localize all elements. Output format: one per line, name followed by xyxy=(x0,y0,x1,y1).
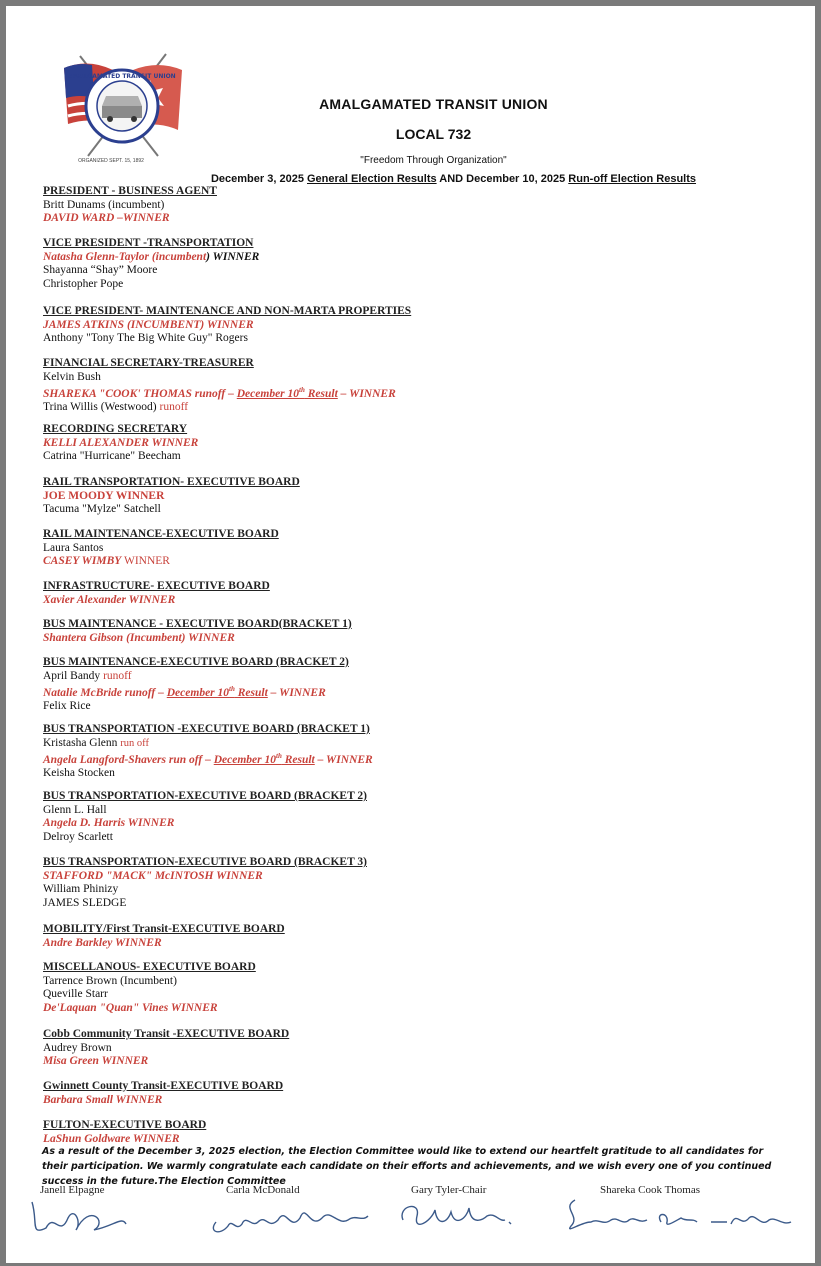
runoff-note: runoff xyxy=(103,669,132,682)
section-vp-transportation xyxy=(43,237,259,291)
section-rail-maintenance xyxy=(43,528,279,569)
winner-mark: ) WINNER xyxy=(206,250,260,263)
winner: STAFFORD "MACK" McINTOSH WINNER xyxy=(43,869,263,882)
winner: Andre Barkley WINNER xyxy=(43,936,162,949)
candidate: Tacuma "Mylze" Satchell xyxy=(43,503,161,515)
winner-mark: – WINNER xyxy=(267,686,326,699)
section-bus-maintenance-2 xyxy=(43,656,349,714)
candidate: Christopher Pope xyxy=(43,277,124,290)
signer-name: Carla McDonald xyxy=(226,1184,300,1196)
winner-name: SHAREKA "COOK' THOMAS runoff – xyxy=(43,387,237,400)
winner: JAMES ATKINS (INCUMBENT) WINNER xyxy=(43,318,254,331)
section-gwinnett xyxy=(43,1080,283,1107)
runoff-note: run off xyxy=(120,737,149,749)
runoff-result-date xyxy=(167,687,268,699)
committee-statement: As a result of the December 3, 2025 election, the Election Committee would like to extend our heartfelt gratitude to all candidates for their participation. We warmly congratulate each candidate on their efforts and achievements, and we wish every one of you continued success in the future.The Election Committee xyxy=(42,1146,772,1187)
section-title: PRESIDENT - BUSINESS AGENT xyxy=(43,185,217,197)
section-vp-maintenance xyxy=(43,305,411,346)
candidate xyxy=(43,401,396,415)
winner: KELLI ALEXANDER WINNER xyxy=(43,436,199,449)
signature-carla-mcdonald xyxy=(206,1192,376,1242)
dates-part-1: December 3, 2025 xyxy=(210,173,307,185)
signature-janell-elpagne xyxy=(24,1192,134,1242)
section-rail-transportation xyxy=(43,476,300,517)
signer-name: Shareka Cook Thomas xyxy=(600,1184,701,1196)
section-title: MOBILITY/First Transit-EXECUTIVE BOARD xyxy=(43,923,285,935)
candidate: Glenn L. Hall xyxy=(43,803,107,816)
result-word: Result xyxy=(304,387,338,400)
dates-part-4: Run-off Election Results xyxy=(568,173,697,185)
signer-name: Janell Elpagne xyxy=(40,1184,105,1196)
candidate xyxy=(43,670,349,684)
runoff-date: December 10 xyxy=(166,686,230,699)
section-infrastructure xyxy=(43,580,270,607)
candidate: William Phinizy xyxy=(43,883,119,895)
section-title: RECORDING SECRETARY xyxy=(43,423,188,435)
section-president xyxy=(43,185,217,226)
logo-ring-text: AMALGAMATED TRANSIT UNION xyxy=(68,73,176,80)
signature-shareka-cook-thomas xyxy=(551,1192,801,1242)
signer-name: Gary Tyler-Chair xyxy=(411,1184,487,1196)
winner-name: Natalie McBride runoff – xyxy=(43,686,167,699)
section-title: Gwinnett County Transit-EXECUTIVE BOARD xyxy=(43,1080,284,1092)
runoff-date: December 10 xyxy=(236,387,300,400)
runoff-note: runoff xyxy=(159,401,189,414)
section-title: BUS TRANSPORTATION -EXECUTIVE BOARD (BRACKET 1) xyxy=(43,723,370,735)
winner-mark: – WINNER xyxy=(337,387,396,400)
section-recording-secretary xyxy=(43,423,198,464)
signature-gary-tyler xyxy=(391,1192,531,1242)
candidate: Anthony "Tony The Big White Guy" Rogers xyxy=(43,332,248,344)
section-mobility xyxy=(43,923,285,950)
candidate: Britt Dunams (incumbent) xyxy=(43,198,165,211)
candidate: Delroy Scarlett xyxy=(43,830,113,843)
winner xyxy=(43,251,259,265)
winner xyxy=(43,555,279,569)
election-dates-heading xyxy=(6,173,815,185)
section-bus-transportation-2 xyxy=(43,790,367,844)
winner: JOE MOODY WINNER xyxy=(43,489,165,502)
section-title: Cobb Community Transit -EXECUTIVE BOARD xyxy=(43,1028,290,1040)
section-title: BUS TRANSPORTATION-EXECUTIVE BOARD (BRACKET 2) xyxy=(43,790,367,802)
winner: Barbara Small WINNER xyxy=(43,1093,163,1106)
winner xyxy=(43,683,349,700)
section-title: MISCELLANOUS- EXECUTIVE BOARD xyxy=(43,961,256,973)
winner: Angela D. Harris WINNER xyxy=(43,817,175,829)
org-title: AMALGAMATED TRANSIT UNION xyxy=(319,96,548,112)
winner: LaShun Goldware WINNER xyxy=(43,1132,180,1145)
candidate-name: April Bandy xyxy=(43,669,104,682)
logo-caption: ORGANIZED SEPT. 15, 1892 xyxy=(78,158,144,164)
section-title: RAIL TRANSPORTATION- EXECUTIVE BOARD xyxy=(43,476,300,488)
section-title: INFRASTRUCTURE- EXECUTIVE BOARD xyxy=(43,580,270,592)
candidate: Keisha Stocken xyxy=(43,767,115,780)
motto: "Freedom Through Organization" xyxy=(360,155,507,166)
dates-part-3: AND December 10, 2025 xyxy=(436,173,569,185)
dates-part-2: General Election Results xyxy=(307,173,437,185)
section-financial-secretary xyxy=(43,357,396,415)
winner xyxy=(43,384,396,401)
section-title: VICE PRESIDENT- MAINTENANCE AND NON-MARTA PROPERTIES xyxy=(43,305,412,317)
section-title: FULTON-EXECUTIVE BOARD xyxy=(43,1119,207,1131)
winner-name: Angela Langford-Shavers run off – xyxy=(43,753,214,766)
winner-mark: – WINNER xyxy=(314,753,373,766)
section-miscellaneous xyxy=(43,961,256,1015)
section-title: VICE PRESIDENT -TRANSPORTATION xyxy=(43,237,254,249)
candidate-name: Trina Willis (Westwood) xyxy=(43,401,160,414)
date-suffix: th xyxy=(299,386,305,394)
results-document xyxy=(6,6,815,1263)
section-title: BUS TRANSPORTATION-EXECUTIVE BOARD (BRACKET 3) xyxy=(43,856,367,868)
winner: Xavier Alexander WINNER xyxy=(43,593,176,606)
section-title: BUS MAINTENANCE - EXECUTIVE BOARD(BRACKET 1) xyxy=(43,618,352,630)
section-fulton xyxy=(43,1119,206,1146)
winner-name: Natasha Glenn-Taylor (incumbent xyxy=(43,250,207,263)
result-word: Result xyxy=(234,686,268,699)
candidate: Catrina "Hurricane" Beecham xyxy=(43,450,181,462)
section-title: RAIL MAINTENANCE-EXECUTIVE BOARD xyxy=(43,528,279,540)
date-suffix: th xyxy=(229,685,235,693)
candidate: JAMES SLEDGE xyxy=(43,896,127,909)
section-bus-maintenance-1 xyxy=(43,618,352,645)
winner-name: CASEY WIMBY xyxy=(43,555,122,567)
candidate-name: Kristasha Glenn xyxy=(43,736,121,749)
candidate: Laura Santos xyxy=(43,541,104,554)
winner: Shantera Gibson (Incumbent) WINNER xyxy=(43,631,235,644)
winner: De'Laquan "Quan" Vines WINNER xyxy=(43,1001,218,1014)
section-title: BUS MAINTENANCE-EXECUTIVE BOARD (BRACKET 2) xyxy=(43,656,349,668)
candidate: Audrey Brown xyxy=(43,1041,112,1054)
winner: Misa Green WINNER xyxy=(43,1055,149,1067)
candidate: Queville Starr xyxy=(43,988,108,1000)
runoff-result-date xyxy=(237,388,338,400)
section-cobb xyxy=(43,1028,289,1069)
section-title: FINANCIAL SECRETARY-TREASURER xyxy=(43,357,254,369)
winner-mark: WINNER xyxy=(121,555,170,567)
winner xyxy=(43,750,373,767)
candidate: Tarrence Brown (Incumbent) xyxy=(43,974,177,987)
local-title: LOCAL 732 xyxy=(395,126,472,142)
candidate: Shayanna “Shay” Moore xyxy=(43,264,158,276)
section-bus-transportation-3 xyxy=(43,856,367,910)
runoff-date: December 10 xyxy=(213,753,276,766)
candidate: Felix Rice xyxy=(43,700,91,713)
candidate: Kelvin Bush xyxy=(43,370,101,383)
section-bus-transportation-1 xyxy=(43,723,373,781)
date-suffix: th xyxy=(276,752,282,760)
candidate xyxy=(43,737,373,751)
result-word: Result xyxy=(281,753,315,766)
runoff-result-date xyxy=(214,754,315,766)
winner: DAVID WARD –WINNER xyxy=(43,212,170,224)
